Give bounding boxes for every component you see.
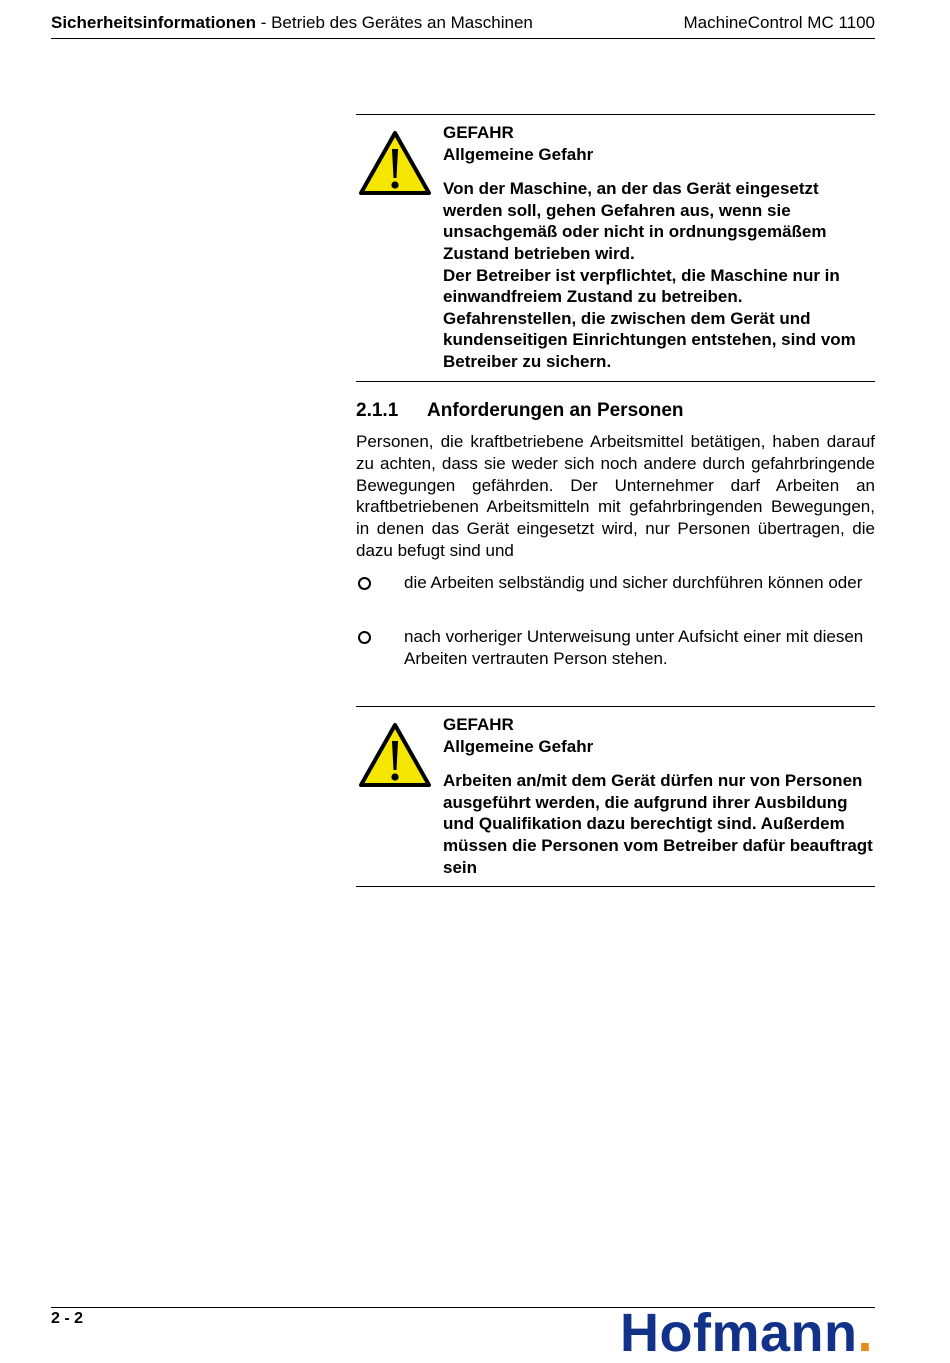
list-item: [356, 626, 875, 670]
header-left: [51, 13, 533, 33]
logo-text: Hofmann: [620, 1303, 858, 1363]
header-subtitle: - Betrieb des Gerätes an Maschinen: [255, 13, 533, 32]
body-paragraph: Personen, die kraftbetriebene Arbeitsmittel betätigen, haben darauf zu achten, dass sie weder sich noch andere durch gefahrbringende Bewegungen gefährden. Der Unternehmer darf Arbeiten an kraftbetriebenen Arbeitsmitteln mit gefahrbringenden Bewegungen, in denen das Gerät eingesetzt wird, nur Personen übertragen, die dazu befugt sind und: [356, 432, 875, 560]
logo-dot: .: [857, 1303, 873, 1363]
warning-triangle-icon: [358, 130, 432, 196]
hofmann-logo: [620, 1303, 873, 1363]
header-product-name: MachineControl MC 1100: [683, 13, 875, 32]
warning-text-1: [443, 122, 875, 373]
warning-level: GEFAHR: [443, 715, 514, 734]
warning-title: Allgemeine Gefahr: [443, 736, 594, 756]
section-number: 2.1.1: [356, 400, 399, 421]
section-heading: [356, 399, 875, 423]
bullet-circle-icon: [358, 631, 371, 644]
warning-title: Allgemeine Gefahr: [443, 144, 594, 164]
page-footer: [51, 1303, 875, 1363]
warning-triangle-icon: [358, 722, 432, 788]
section-title: Anforderungen an Personen: [427, 400, 684, 421]
header-section-title: Sicherheitsinformationen: [51, 13, 256, 32]
page-number: 2 - 2: [51, 1310, 84, 1327]
warning-paragraph: Der Betreiber ist verpflichtet, die Maschine nur in einwandfreiem Zustand zu betreiben. Gefahrenstellen, die zwischen dem Gerät und kundenseitigen Einrichtungen entstehen, sind vom Betreiber zu sichern.: [443, 265, 856, 371]
warning-paragraph: Von der Maschine, an der das Gerät eingesetzt werden soll, gehen Gefahren aus, wenn sie unsachgemäß oder nicht in ordnungsgemäßem Zustand betrieben wird.: [443, 179, 827, 263]
warning-box-general-danger-1: [356, 114, 875, 382]
warning-box-general-danger-2: [356, 706, 875, 887]
list-item: [356, 572, 875, 594]
list-item-text: die Arbeiten selbständig und sicher durchführen können oder: [404, 573, 863, 592]
bullet-circle-icon: [358, 577, 371, 590]
page-header: [51, 13, 875, 39]
warning-level: GEFAHR: [443, 123, 514, 142]
warning-text-2: [443, 714, 875, 878]
section-body: [356, 431, 875, 562]
warning-paragraph: Arbeiten an/mit dem Gerät dürfen nur von Personen ausgeführt werden, die aufgrund ihrer Ausbildung und Qualifikation dazu berechtigt sind. Außerdem müssen die Personen vom Betreiber dafür beauftragt sein: [443, 771, 873, 877]
list-item-text: nach vorheriger Unterweisung unter Aufsicht einer mit diesen Arbeiten vertrauten Person stehen.: [404, 627, 864, 668]
